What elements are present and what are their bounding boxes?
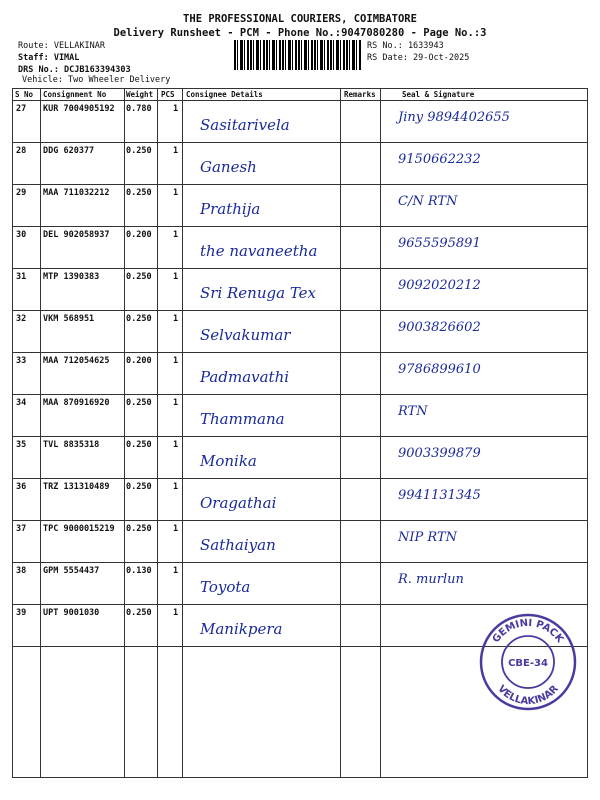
serial-number: 33 xyxy=(16,356,27,366)
serial-number: 38 xyxy=(16,566,27,576)
consignee-handwriting: Padmavathi xyxy=(200,368,290,386)
table-row xyxy=(12,562,588,604)
consignment-number: DDG 620377 xyxy=(43,146,95,156)
document-subtitle: Delivery Runsheet - PCM - Phone No.:9047080280 - Page No.:3 xyxy=(113,27,487,39)
weight-value: 0.250 xyxy=(126,272,152,282)
col-consignee-header: Consignee Details xyxy=(186,90,263,99)
serial-number: 29 xyxy=(16,188,27,198)
consignment-number: TPC 9000015219 xyxy=(43,524,115,534)
consignment-number: KUR 7004905192 xyxy=(43,104,115,114)
consignee-handwriting: Toyota xyxy=(200,578,251,596)
serial-number: 31 xyxy=(16,272,27,282)
consignment-number: UPT 9001030 xyxy=(43,608,100,618)
staff-label: Staff: VIMAL xyxy=(18,53,80,63)
stamp-bottom-text: VELLAKINAR xyxy=(495,683,561,708)
pcs-value: 1 xyxy=(173,356,179,366)
consignee-handwriting: Thammana xyxy=(200,410,285,428)
table-row xyxy=(12,478,588,520)
table-row xyxy=(12,310,588,352)
stamp-middle-text: CBE-34 xyxy=(508,658,548,669)
consignment-number: MAA 711032212 xyxy=(43,188,110,198)
signature-handwriting: 9150662232 xyxy=(398,152,481,167)
table-row xyxy=(12,436,588,478)
consignee-handwriting: Monika xyxy=(200,452,257,470)
consignee-handwriting: Ganesh xyxy=(200,158,257,176)
serial-number: 37 xyxy=(16,524,27,534)
table-row xyxy=(12,394,588,436)
pcs-value: 1 xyxy=(173,608,179,618)
serial-number: 35 xyxy=(16,440,27,450)
signature-handwriting: 9092020212 xyxy=(398,278,481,293)
table-row xyxy=(12,184,588,226)
consignment-number: TVL 8835318 xyxy=(43,440,100,450)
signature-handwriting: 9786899610 xyxy=(398,362,481,377)
signature-handwriting: R. murlun xyxy=(398,572,464,587)
consignee-handwriting: Sathaiyan xyxy=(200,536,276,554)
serial-number: 39 xyxy=(16,608,27,618)
consignee-handwriting: Sri Renuga Tex xyxy=(200,284,316,302)
serial-number: 27 xyxy=(16,104,27,114)
pcs-value: 1 xyxy=(173,188,179,198)
consignee-handwriting: the navaneetha xyxy=(200,242,318,260)
weight-value: 0.130 xyxy=(126,566,152,576)
signature-handwriting: 9655595891 xyxy=(398,236,481,251)
weight-value: 0.250 xyxy=(126,608,152,618)
weight-value: 0.250 xyxy=(126,398,152,408)
consignment-number: MAA 712054625 xyxy=(43,356,110,366)
rs-date: RS Date: 29-Oct-2025 xyxy=(367,53,470,63)
col-remarks-header: Remarks xyxy=(344,90,376,99)
route-label: Route: VELLAKINAR xyxy=(18,41,105,51)
pcs-value: 1 xyxy=(173,230,179,240)
consignee-handwriting: Prathija xyxy=(200,200,261,218)
table-row xyxy=(12,520,588,562)
col-pcs-header: PCS xyxy=(161,90,175,99)
gemini-pack-stamp xyxy=(478,612,578,712)
weight-value: 0.250 xyxy=(126,440,152,450)
table-row xyxy=(12,100,588,142)
pcs-value: 1 xyxy=(173,398,179,408)
pcs-value: 1 xyxy=(173,566,179,576)
table-row xyxy=(12,226,588,268)
col-signature-header: Seal & Signature xyxy=(402,90,475,99)
weight-value: 0.250 xyxy=(126,482,152,492)
signature-handwriting: 9003826602 xyxy=(398,320,481,335)
rs-number: RS No.: 1633943 xyxy=(367,41,444,51)
consignee-handwriting: Oragathai xyxy=(200,494,277,512)
document-title: THE PROFESSIONAL COURIERS, COIMBATORE xyxy=(183,13,417,25)
table-row xyxy=(12,142,588,184)
col-consignment-header: Consignment No xyxy=(43,90,107,99)
serial-number: 34 xyxy=(16,398,27,408)
serial-number: 30 xyxy=(16,230,27,240)
vehicle-label: Vehicle: Two Wheeler Delivery xyxy=(22,75,171,85)
pcs-value: 1 xyxy=(173,272,179,282)
signature-handwriting: NIP RTN xyxy=(398,530,457,545)
consignee-handwriting: Manikpera xyxy=(200,620,283,638)
consignment-number: VKM 568951 xyxy=(43,314,95,324)
weight-value: 0.200 xyxy=(126,230,152,240)
weight-value: 0.780 xyxy=(126,104,152,114)
serial-number: 36 xyxy=(16,482,27,492)
col-weight-header: Weight xyxy=(126,90,154,99)
consignment-number: DEL 902058937 xyxy=(43,230,110,240)
consignment-number: TRZ 131310489 xyxy=(43,482,110,492)
consignment-number: GPM 5554437 xyxy=(43,566,100,576)
serial-number: 32 xyxy=(16,314,27,324)
weight-value: 0.200 xyxy=(126,356,152,366)
weight-value: 0.250 xyxy=(126,314,152,324)
stamp-top-text: GEMINI PACK xyxy=(490,617,566,645)
col-sno-header: S No xyxy=(15,90,34,99)
weight-value: 0.250 xyxy=(126,146,152,156)
signature-handwriting: 9003399879 xyxy=(398,446,481,461)
signature-handwriting: C/N RTN xyxy=(398,194,458,209)
pcs-value: 1 xyxy=(173,482,179,492)
signature-handwriting: Jiny 9894402655 xyxy=(398,110,510,125)
weight-value: 0.250 xyxy=(126,524,152,534)
pcs-value: 1 xyxy=(173,146,179,156)
pcs-value: 1 xyxy=(173,104,179,114)
consignment-number: MTP 1390383 xyxy=(43,272,100,282)
table-row xyxy=(12,268,588,310)
serial-number: 28 xyxy=(16,146,27,156)
consignee-handwriting: Sasitarivela xyxy=(200,116,290,134)
pcs-value: 1 xyxy=(173,524,179,534)
consignment-number: MAA 870916920 xyxy=(43,398,110,408)
weight-value: 0.250 xyxy=(126,188,152,198)
drs-number: DRS No.: DCJB163394303 xyxy=(18,65,131,75)
signature-handwriting: 9941131345 xyxy=(398,488,481,503)
pcs-value: 1 xyxy=(173,314,179,324)
table-row xyxy=(12,352,588,394)
barcode xyxy=(234,40,362,70)
pcs-value: 1 xyxy=(173,440,179,450)
consignee-handwriting: Selvakumar xyxy=(200,326,291,344)
signature-handwriting: RTN xyxy=(398,404,428,419)
